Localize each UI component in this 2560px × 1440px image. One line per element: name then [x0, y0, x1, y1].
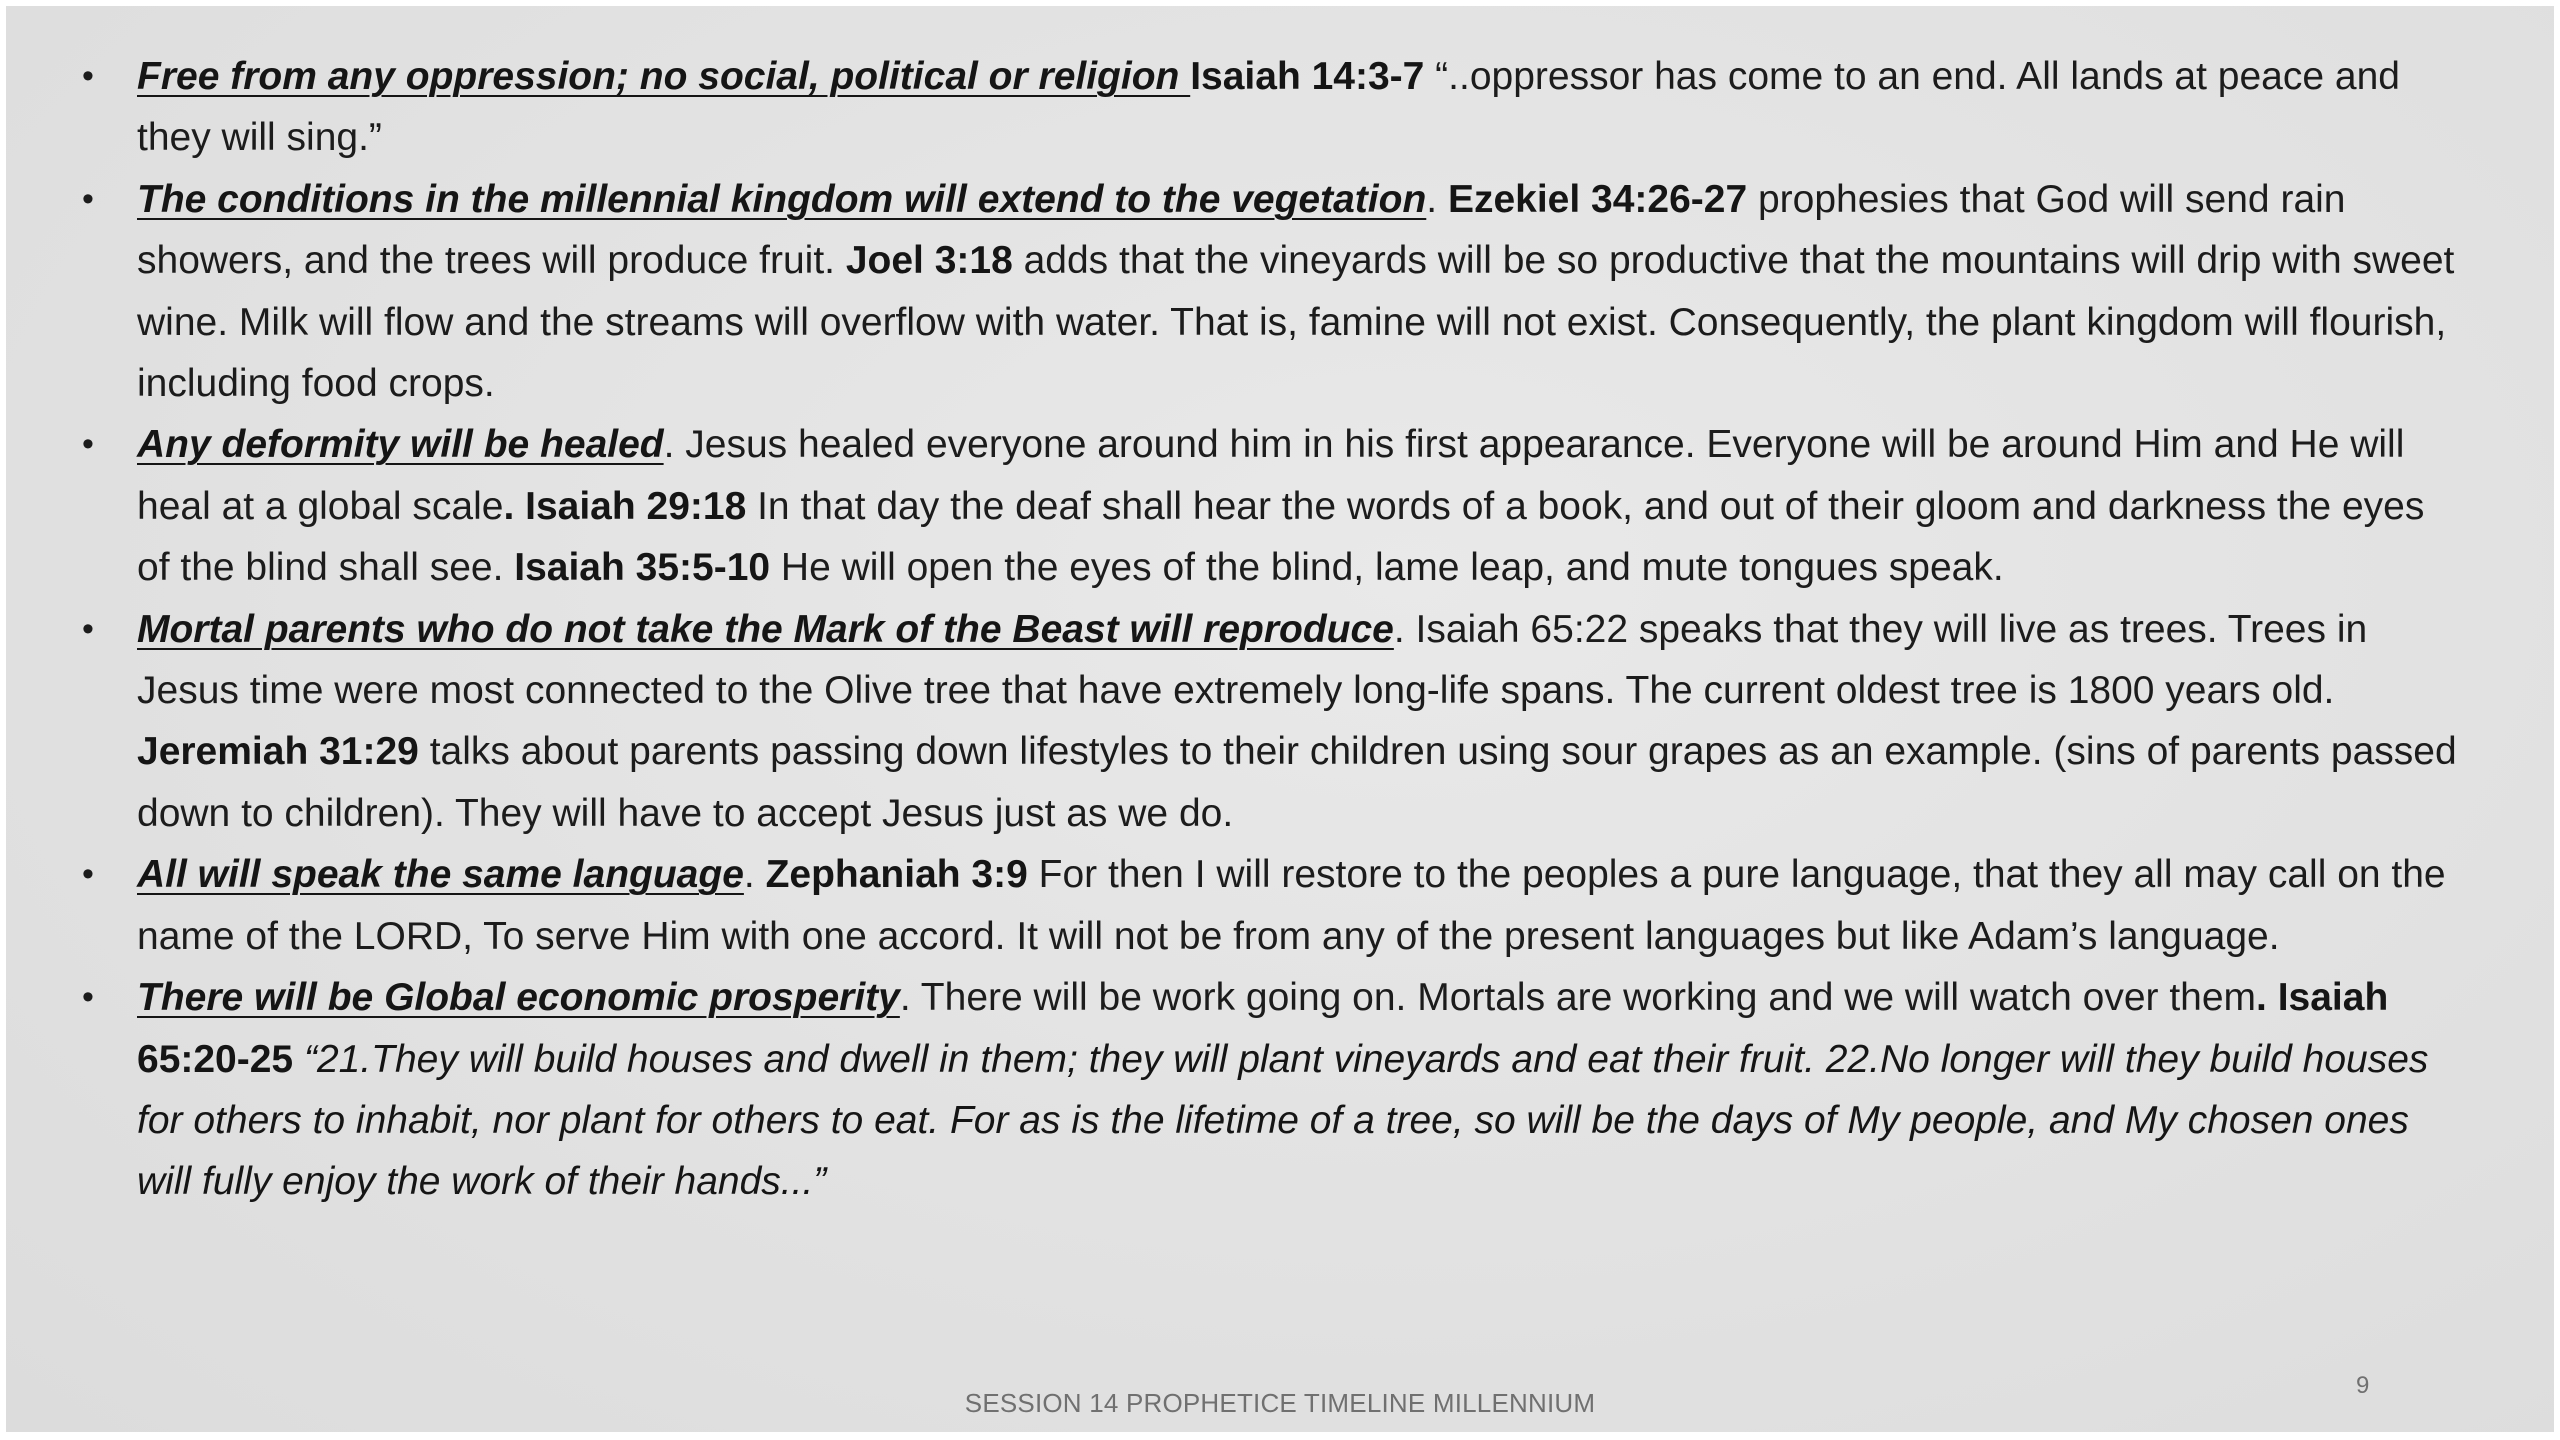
bullet-text: In that day the deaf shall hear the words of a book, and out of their gloom and darkness the eyes of the blind shall see.	[137, 484, 2425, 590]
scripture-reference: Zephaniah 3:9	[765, 853, 1028, 897]
bullet-heading: The conditions in the millennial kingdom will extend to the vegetation	[137, 177, 1427, 221]
scripture-quote: “21.They will build houses and dwell in them; they will plant vineyards and eat their fruit. 22.No longer will they build houses for others to inhabit, nor plant for others to eat. For as is the lifetime of a tree, so will be the days of My people, and My chosen ones will fully enjoy the work of their hands...”	[137, 1037, 2429, 1204]
bullet-heading: There will be Global economic prosperity	[137, 976, 900, 1020]
bullet-heading: Any deformity will be healed	[137, 423, 664, 467]
bullet-text: adds that the vineyards will be so productive that the mountains will drip with sweet wine. Milk will flow and the streams will overflow with water. That is, famine will not exist. Consequently, the plant kingdom will flourish, including food crops.	[137, 239, 2455, 406]
bullet-dot: •	[82, 855, 94, 894]
bullet-text: talks about parents passing down lifestyles to their children using sour grapes as an example. (sins of parents passed down to children). They will have to accept Jesus just as we do.	[137, 730, 2457, 835]
scripture-reference: Ezekiel 34:26-27	[1447, 177, 1748, 221]
bullet-text: For then I will restore to the peoples a pure language, that they all may call on the name of the LORD, To serve Him with one accord. It will not be from any of the present languages but like Adam’s language.	[137, 853, 2446, 958]
bullet-prosperity	[82, 967, 2467, 1213]
bullet-text: . There will be work going on. Mortals are working and we will watch over them	[899, 976, 2257, 1020]
bullet-language	[82, 844, 2467, 967]
scripture-reference: Isaiah 35:5-10	[514, 546, 771, 590]
page-number: 9	[2356, 1372, 2370, 1399]
bullet-text: prophesies that God will send rain showers, and the trees will produce fruit.	[137, 177, 2346, 283]
bullet-reproduction	[82, 599, 2467, 845]
bullet-list	[82, 46, 2467, 1213]
scripture-reference: . Isaiah 29:18	[503, 484, 747, 528]
bullet-heading: Mortal parents who do not take the Mark of the Beast will reproduce	[137, 607, 1394, 651]
bullet-text: . Jesus healed everyone around him in his first appearance. Everyone will be around Him and He will heal at a global scale	[137, 423, 2405, 528]
bullet-vegetation	[82, 169, 2467, 415]
bullet-dot: •	[82, 57, 94, 95]
bullet-text: .	[1426, 177, 1448, 221]
bullet-dot: •	[82, 609, 94, 648]
scripture-reference: Joel 3:18	[845, 239, 1013, 283]
bullet-healing	[82, 414, 2467, 598]
bullet-text: He will open the eyes of the blind, lame leap, and mute tongues speak.	[770, 546, 2004, 590]
bullet-dot: •	[82, 179, 94, 218]
bullet-text: .	[743, 853, 766, 897]
bullet-text: “..oppressor has come to an end. All lands at peace and they will sing.”	[137, 55, 2400, 160]
scripture-reference: . Isaiah 65:20-25	[137, 976, 2389, 1081]
bullet-text: . Isaiah 65:22 speaks that they will live as trees. Trees in Jesus time were most connected to the Olive tree that have extremely long-life spans. The current oldest tree is 1800 years old.	[137, 607, 2368, 713]
bullet-heading: All will speak the same language	[137, 853, 744, 897]
scripture-reference: Isaiah 14:3-7	[1190, 55, 1425, 98]
slide	[6, 6, 2554, 1432]
footer-title: SESSION 14 PROPHETICE TIMELINE MILLENNIUM	[964, 1388, 1596, 1418]
bullet-dot: •	[82, 978, 94, 1017]
bullet-heading: Free from any oppression; no social, political or religion	[137, 55, 1191, 98]
bullet-dot: •	[82, 425, 94, 464]
scripture-reference: Jeremiah 31:29	[137, 730, 419, 774]
bullet-oppression	[82, 46, 2467, 169]
